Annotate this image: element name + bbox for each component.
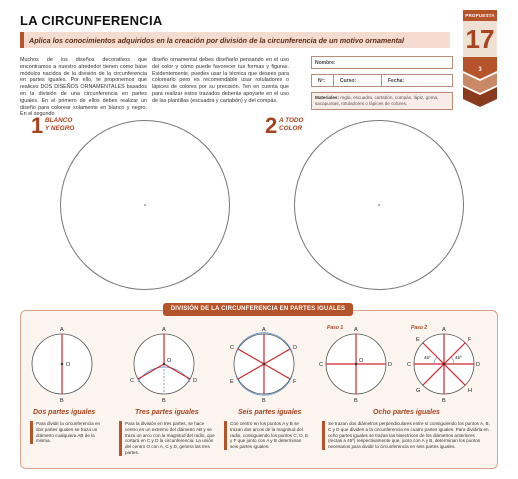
svg-text:O: O (359, 358, 364, 364)
svg-text:B: B (162, 398, 166, 404)
svg-text:F: F (468, 337, 472, 343)
svg-text:B: B (262, 398, 266, 404)
step-2-label: Paso 2 (411, 325, 428, 331)
svg-text:B: B (354, 398, 358, 404)
svg-text:D: D (293, 345, 297, 351)
svg-text:O: O (66, 362, 71, 368)
number-field[interactable] (312, 75, 334, 86)
info-row (311, 74, 453, 87)
student-form (311, 56, 453, 110)
number-label: Nº: (318, 77, 326, 84)
name-label: Nombre: (315, 59, 336, 66)
date-field[interactable] (382, 75, 452, 86)
badge-chevrons-icon (463, 57, 497, 108)
three-parts-diagram (122, 322, 208, 408)
svg-text:D: D (476, 362, 480, 368)
proposal-badge (463, 10, 497, 108)
two-parts-diagram (26, 322, 102, 408)
three-parts-text: Para la división en tres partes, se hace centro en un extremo del diámetro AB y se traza un arco con la magnitud del radio, que cortará en C y D la circunferencia. La unión del centro O con A, C y D, genera las tres partes. (119, 421, 215, 456)
materials-label: Materiales: (315, 95, 340, 100)
svg-text:45º: 45º (424, 355, 431, 360)
svg-text:45º: 45º (455, 355, 462, 360)
exercise-2-number: 2 (265, 113, 278, 138)
svg-text:C: C (230, 345, 234, 351)
svg-text:B: B (442, 398, 446, 404)
svg-text:A: A (162, 327, 166, 333)
intro-column-1: Muchos de los diseños decorativos que encontramos a nuestro alrededor tienen como base módulos nacidos de la división de la circunferencia en partes iguales. Por ello, te proponemos que realices DOS DISEÑOS ORNAMENTALES basados en la división de una circunferencia en partes iguales. En el primero de ellos debes realizar un diseño para colorear solamente en blanco y negro. En el segundo (20, 57, 147, 118)
materials-text: regla, escuadra, cartabón, compás, lápiz, goma, sacapuntas, rotuladores o lápices de colores. (315, 95, 439, 106)
two-parts-title: Dos partes iguales (33, 409, 96, 416)
exercise-2-label: A TODO COLOR (279, 117, 304, 132)
step-1-label: Paso 1 (327, 325, 344, 331)
course-label: Curso: (340, 77, 357, 84)
subtitle-bar (20, 32, 450, 48)
three-parts-title: Tres partes iguales (135, 409, 199, 416)
svg-text:E: E (230, 379, 234, 385)
materials-box (311, 92, 453, 110)
circle-2-center (378, 204, 380, 206)
exercise-1-number: 1 (31, 113, 44, 138)
svg-text:F: F (293, 379, 297, 385)
svg-text:G: G (416, 388, 421, 394)
circle-1-center (144, 204, 146, 206)
six-parts-text: Con centro en los puntos A y B se trazan dos arcos de la magnitud del radio, consiguiendo los puntos C, D, E y F que junto con A y B determinan seis partes iguales. (224, 421, 310, 450)
intro-column-2: diseño ornamental debes diseñarlo pensando en el uso del color y cómo puede favorecer tus formas y figuras. Evidentemente, puedes usar la técnica que desees para colorearlo pero es recomendable usar rotuladores o lápices de colores por su precisión. Ten en cuenta que para realizar estos trazados deberás apoyarte en el uso de las plantillas (escuadra y cartabón) y del compás. (152, 57, 289, 104)
svg-text:D: D (193, 378, 197, 384)
svg-text:E: E (416, 337, 420, 343)
panel-heading: DIVISIÓN DE LA CIRCUNFERENCIA EN PARTES IGUALES (163, 303, 353, 316)
date-label: Fecha: (388, 77, 405, 84)
svg-text:C: C (319, 362, 323, 368)
eight-parts-text: Se trazan dos diámetros perpendiculares entre sí consiguiendo los puntos A, B, C y D que dividen a la circunferencia en cuatro partes iguales. Para dividirla en ocho partes iguales se trazan las bisectrices de los diámetros anteriores (rectas a 45º) respectivamente que, junto con A y B, determinan los puntos necesarios para dividir la circunferencia en seis partes iguales. (322, 421, 490, 450)
svg-text:A: A (60, 327, 64, 333)
name-field[interactable] (311, 56, 453, 69)
six-parts-title: Seis partes iguales (238, 409, 302, 416)
badge-label: PROPUESTA (463, 10, 497, 21)
svg-text:C: C (130, 378, 134, 384)
exercise-1-label: BLANCO Y NEGRO (45, 117, 75, 132)
svg-text:A: A (354, 327, 358, 333)
svg-text:D: D (388, 362, 392, 368)
svg-text:A: A (442, 327, 446, 333)
two-parts-text: Para dividir la circunferencia en dos partes iguales se traza un diámetro cualquiera AB de la misma. (30, 421, 102, 444)
svg-text:O: O (167, 358, 172, 364)
svg-text:3: 3 (478, 67, 482, 73)
svg-text:B: B (60, 398, 64, 404)
svg-text:A: A (262, 327, 266, 333)
svg-text:C: C (407, 362, 411, 368)
svg-text:H: H (468, 388, 472, 394)
course-field[interactable] (334, 75, 382, 86)
subtitle: Aplica los conocimientos adquiridos en la creación por división de la circunferencia de un motivo ornamental (29, 35, 405, 45)
six-parts-diagram (222, 322, 308, 408)
page-title: LA CIRCUNFERENCIA (20, 13, 163, 28)
eight-parts-title: Ocho partes iguales (373, 409, 440, 416)
eight-parts-step2-diagram (402, 322, 486, 408)
eight-parts-step1-diagram (318, 322, 396, 408)
badge-number: 17 (463, 21, 497, 57)
